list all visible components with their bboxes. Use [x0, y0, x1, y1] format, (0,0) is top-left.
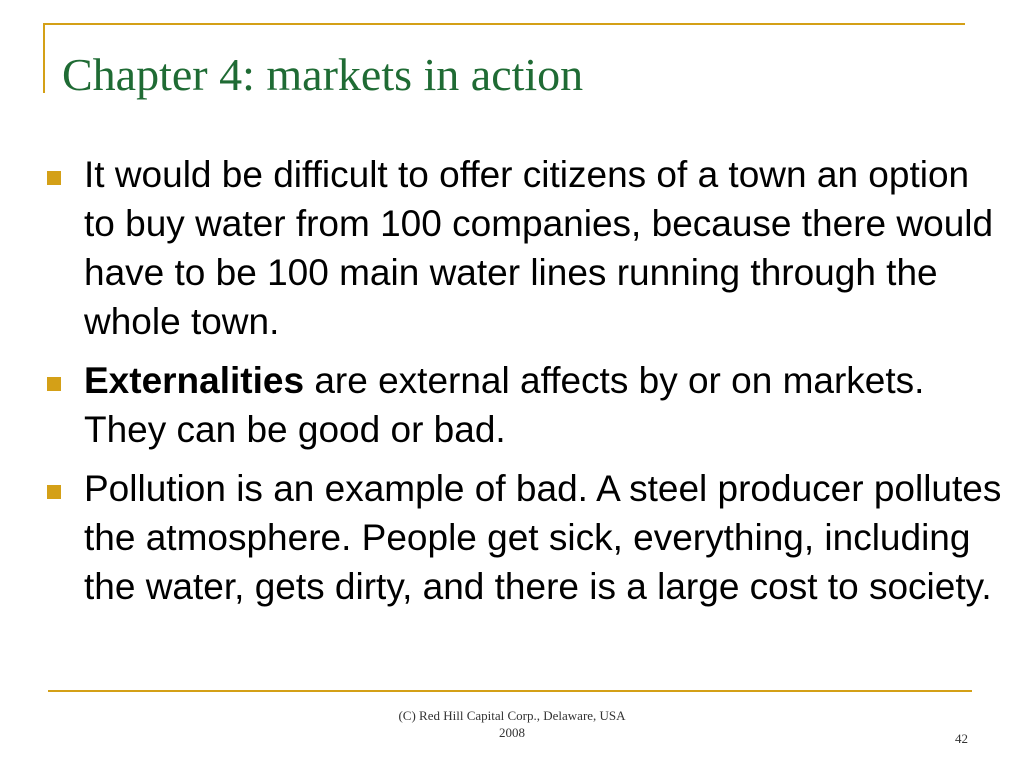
bullet-item-externalities	[42, 356, 1002, 454]
footer-divider	[48, 690, 972, 692]
square-bullet-icon	[47, 485, 61, 499]
bullet-term: Externalities	[84, 360, 305, 401]
square-bullet-icon	[47, 377, 61, 391]
slide-title: Chapter 4: markets in action	[62, 49, 584, 100]
top-frame-line	[43, 23, 965, 25]
bullet-item-water-companies	[42, 150, 1002, 346]
footer-copyright-line-1: (C) Red Hill Capital Corp., Delaware, USA	[398, 708, 626, 723]
bullet-text: are external affects by or on markets. They can be good or bad.	[84, 360, 925, 450]
bullet-text: Pollution is an example of bad. A steel producer pollutes the atmosphere. People get sick, everything, including the water, gets dirty, and there is a large cost to society.	[84, 468, 1002, 607]
left-frame-line	[43, 23, 45, 93]
square-bullet-icon	[47, 171, 61, 185]
bullet-item-pollution	[42, 464, 1002, 611]
footer-copyright	[362, 707, 662, 741]
bullet-text: It would be difficult to offer citizens of a town an option to buy water from 100 companies, because there would have to be 100 main water lines running through the whole town.	[84, 154, 994, 342]
page-number: 42	[955, 731, 968, 746]
bullet-list	[42, 150, 1002, 621]
footer-copyright-line-2: 2008	[499, 725, 525, 740]
